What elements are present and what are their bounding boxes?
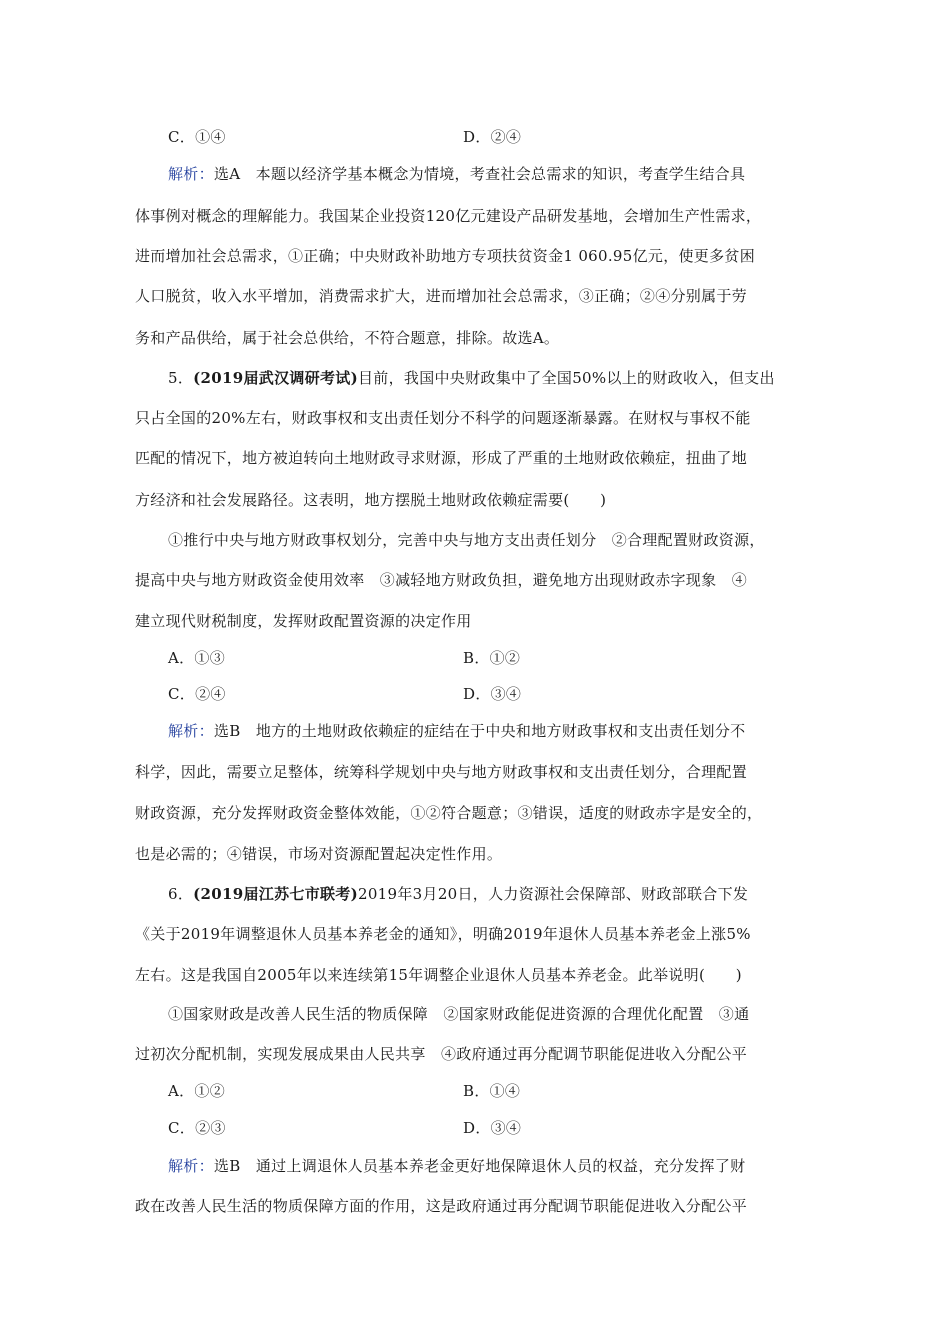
- analysis-label: 解析：: [168, 165, 214, 183]
- analysis-text: 选A 本题以经济学基本概念为情境，考查社会总需求的知识，考查学生结合具: [213, 165, 746, 183]
- question-stem-text: 2019年3月20日，人力资源社会保障部、财政部联合下发: [358, 885, 749, 903]
- option-a: A．①③: [168, 649, 226, 667]
- question-stem-line: 《关于2019年调整退休人员基本养老金的通知》，明确2019年退休人员基本养老金上涨5%: [135, 925, 751, 943]
- option-d: D．③④: [463, 685, 522, 703]
- option-b: B．①②: [463, 649, 521, 667]
- option-c: C．②④: [168, 685, 226, 703]
- option-d: D．②④: [463, 128, 522, 146]
- analysis-line: [168, 164, 745, 184]
- question-6-stem: [168, 884, 748, 904]
- statement-line: ①推行中央与地方财政事权划分，完善中央与地方支出责任划分 ②合理配置财政资源，: [168, 531, 765, 549]
- option-a: A．①②: [168, 1082, 226, 1100]
- analysis-line: [168, 721, 745, 741]
- question-number: 6．: [168, 885, 194, 903]
- analysis-line: 人口脱贫，收入水平增加，消费需求扩大，进而增加社会总需求，③正确；②④分别属于劳: [135, 287, 748, 305]
- analysis-line: 财政资源，充分发挥财政资金整体效能，①②符合题意；③错误，适度的财政赤字是安全的，: [135, 804, 763, 822]
- analysis-text: 选B 通过上调退休人员基本养老金更好地保障退休人员的权益，充分发挥了财: [213, 1157, 746, 1175]
- option-c: C．①④: [168, 128, 226, 146]
- analysis-line: 科学，因此，需要立足整体，统筹科学规划中央与地方财政事权和支出责任划分，合理配置: [135, 763, 748, 781]
- question-source: (2019届江苏七市联考): [193, 885, 358, 903]
- analysis-label: 解析：: [168, 722, 214, 740]
- question-5-stem: [168, 368, 775, 388]
- analysis-line: 务和产品供给，属于社会总供给，不符合题意，排除。故选A。: [135, 329, 560, 347]
- question-stem-line: 左右。这是我国自2005年以来连续第15年调整企业退休人员基本养老金。此举说明( ): [135, 966, 742, 984]
- option-b: B．①④: [463, 1082, 521, 1100]
- question-stem-text: 目前，我国中央财政集中了全国50%以上的财政收入，但支出: [358, 369, 775, 387]
- question-stem-line: 方经济和社会发展路径。这表明，地方摆脱土地财政依赖症需要( ): [135, 491, 607, 509]
- question-stem-line: 只占全国的20%左右，财政事权和支出责任划分不科学的问题逐渐暴露。在财权与事权不能: [135, 409, 751, 427]
- analysis-line: 体事例对概念的理解能力。我国某企业投资120亿元建设产品研发基地，会增加生产性需求，: [135, 207, 762, 225]
- analysis-label: 解析：: [168, 1157, 214, 1175]
- analysis-text: 选B 地方的土地财政依赖症的症结在于中央和地方财政事权和支出责任划分不: [213, 722, 746, 740]
- analysis-line: 进而增加社会总需求，①正确；中央财政补助地方专项扶贫资金1 060.95亿元，使更多贫困: [135, 247, 756, 265]
- statement-line: 建立现代财税制度，发挥财政配置资源的决定作用: [135, 612, 472, 630]
- analysis-line: 政在改善人民生活的物质保障方面的作用，这是政府通过再分配调节职能促进收入分配公平: [135, 1197, 748, 1215]
- question-number: 5．: [168, 369, 194, 387]
- statement-line: ①国家财政是改善人民生活的物质保障 ②国家财政能促进资源的合理优化配置 ③通: [168, 1005, 750, 1023]
- question-stem-line: 匹配的情况下，地方被迫转向土地财政寻求财源，形成了严重的土地财政依赖症，扭曲了地: [135, 449, 748, 467]
- analysis-line: [168, 1156, 745, 1176]
- question-source: (2019届武汉调研考试): [193, 369, 358, 387]
- option-c: C．②③: [168, 1119, 226, 1137]
- option-d: D．③④: [463, 1119, 522, 1137]
- statement-line: 提高中央与地方财政资金使用效率 ③减轻地方财政负担，避免地方出现财政赤字现象 ④: [135, 571, 748, 589]
- analysis-line: 也是必需的；④错误，市场对资源配置起决定性作用。: [135, 845, 503, 863]
- statement-line: 过初次分配机制，实现发展成果由人民共享 ④政府通过再分配调节职能促进收入分配公平: [135, 1045, 748, 1063]
